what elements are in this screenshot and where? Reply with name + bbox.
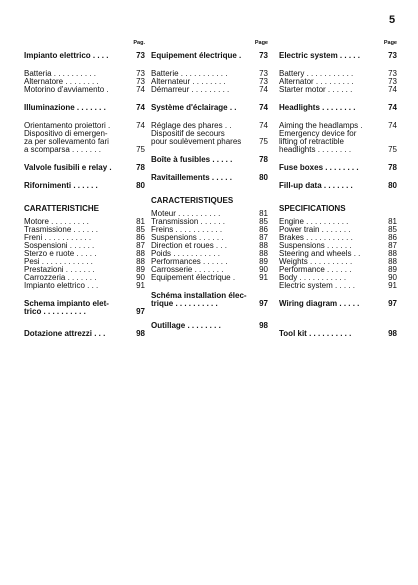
- toc-entry-page: 88: [136, 257, 145, 266]
- toc-entry-page: 91: [259, 273, 268, 282]
- toc-entry-title: Tool kit . . . . . . . . . .: [279, 330, 352, 338]
- toc-entry-page: 85: [388, 225, 397, 234]
- toc-entry-page: 74: [259, 103, 268, 112]
- toc-entry-page: 80: [388, 181, 397, 190]
- toc-entry-title: Fuse boxes . . . . . . . .: [279, 164, 359, 172]
- toc-entry-page: 90: [388, 273, 397, 282]
- toc-entry-page: 73: [388, 69, 397, 78]
- toc-entry-page: 88: [136, 249, 145, 258]
- toc-entry-title: Weights . . . . . . . . . .: [279, 258, 353, 266]
- toc-entry-title: Electric system . . . . .: [279, 282, 356, 290]
- toc-entry-page: 88: [388, 257, 397, 266]
- toc-entry[interactable]: [151, 218, 268, 226]
- toc-entry[interactable]: [24, 146, 145, 154]
- toc-entry-title: Freins . . . . . . . . . . .: [151, 226, 223, 234]
- toc-entry-title: Dotazione attrezzi . . .: [24, 330, 106, 338]
- toc-entry-title: Batterie . . . . . . . . . . .: [151, 70, 228, 78]
- toc-entry[interactable]: [24, 52, 145, 60]
- toc-entry-page: 73: [136, 51, 145, 60]
- toc-entry-page: 89: [388, 265, 397, 274]
- toc-entry-title: Body . . . . . . . . . . .: [279, 274, 347, 282]
- toc-entry-title: Brakes . . . . . . . . . . .: [279, 234, 353, 242]
- toc-entry-title: Orientamento proiettori .: [24, 122, 111, 130]
- toc-entry[interactable]: [279, 282, 397, 290]
- toc-entry[interactable]: [151, 138, 268, 146]
- toc-entry[interactable]: [24, 104, 145, 112]
- toc-entry-page: 89: [259, 257, 268, 266]
- toc-entry-title: Trasmissione . . . . . .: [24, 226, 98, 234]
- toc-entry[interactable]: [151, 122, 268, 130]
- wiring-line-2: [24, 308, 145, 316]
- toc-entry-page: 81: [259, 209, 268, 218]
- toc-entry-page: 74: [136, 121, 145, 130]
- toc-entry[interactable]: [279, 130, 397, 138]
- toc-entry-page: 73: [388, 51, 397, 60]
- toc-entry-title: Carrosserie . . . . . . .: [151, 266, 224, 274]
- toc-entry[interactable]: [24, 182, 145, 190]
- toc-entry-page: 75: [136, 145, 145, 154]
- toc-entry-page: 81: [388, 217, 397, 226]
- toc-entry-title: Impianto elettrico . . .: [24, 282, 99, 290]
- toc-entry-title: Freni . . . . . . . . . . .: [24, 234, 92, 242]
- toc-entry-title: pour soulèvement phares: [151, 138, 242, 146]
- toc-entry[interactable]: [24, 138, 145, 146]
- toc-entry[interactable]: [24, 122, 145, 130]
- toc-entry-title: Starter motor . . . . . .: [279, 86, 353, 94]
- toc-entry[interactable]: [279, 104, 397, 112]
- toc-entry[interactable]: [24, 266, 145, 274]
- toc-entry-page: 87: [136, 241, 145, 250]
- toc-entry[interactable]: [151, 250, 268, 258]
- toc-entry-title: Poids . . . . . . . . . . .: [151, 250, 220, 258]
- page-header-row: [24, 40, 145, 52]
- toc-entry-title: Impianto elettrico . . . .: [24, 52, 109, 60]
- wiring-line-1: [279, 300, 397, 308]
- toc-entry-page: 74: [388, 121, 397, 130]
- toc-entry-title: Prestazioni . . . . . . .: [24, 266, 95, 274]
- toc-entry[interactable]: [24, 70, 145, 78]
- toc-entry-page: 88: [259, 241, 268, 250]
- section-title: CARACTERISTIQUES: [151, 196, 234, 205]
- toc-entry[interactable]: [279, 122, 397, 130]
- toc-entry[interactable]: [279, 242, 397, 250]
- toc-entry-page: 86: [388, 233, 397, 242]
- toc-entry-page: 85: [259, 217, 268, 226]
- toc-entry[interactable]: [24, 130, 145, 138]
- toc-entry-page: 74: [136, 103, 145, 112]
- toc-entry-title: Battery . . . . . . . . . . .: [279, 70, 354, 78]
- toc-entry[interactable]: [24, 78, 145, 86]
- toc-entry-page: 88: [259, 249, 268, 258]
- toc-entry-page: 98: [136, 329, 145, 338]
- toc-entry-title: Transmission . . . . . .: [151, 218, 225, 226]
- toc-entry-title: Alternateur . . . . . . . .: [151, 78, 226, 86]
- toc-entry-title: Wiring diagram . . . . .: [279, 299, 360, 308]
- toc-entry-title: Ravitaillements . . . . .: [151, 174, 232, 182]
- toc-entry[interactable]: [24, 242, 145, 250]
- toc-entry-title: Réglage des phares . .: [151, 122, 232, 130]
- toc-entry[interactable]: [24, 282, 145, 290]
- toc-entry-page: 90: [136, 273, 145, 282]
- toc-entry-title: Batteria . . . . . . . . . .: [24, 70, 97, 78]
- toc-entry-page: 86: [136, 233, 145, 242]
- toc-entry-page: 74: [388, 103, 397, 112]
- toc-entry-page: 80: [136, 181, 145, 190]
- toc-entry[interactable]: [151, 174, 268, 182]
- page-header-row: [151, 40, 268, 52]
- toc-entry-title: Système d'éclairage . .: [151, 104, 237, 112]
- toc-entry-title: Illuminazione . . . . . . .: [24, 104, 106, 112]
- toc-entry-page: 73: [136, 77, 145, 86]
- toc-entry[interactable]: [151, 274, 268, 282]
- toc-entry-page: 91: [388, 281, 397, 290]
- toc-entry-page: 86: [259, 225, 268, 234]
- toc-entry[interactable]: [24, 86, 145, 94]
- toc-entry-page: 89: [136, 265, 145, 274]
- page-column-header: Page: [254, 40, 268, 46]
- toc-entry-page: 80: [259, 173, 268, 182]
- toc-column-italian: [24, 40, 145, 338]
- toc-entry-title: Moteur . . . . . . . . . .: [151, 210, 221, 218]
- toc-entry-title: Direction et roues . . .: [151, 242, 228, 250]
- section-title: SPECIFICATIONS: [279, 204, 346, 213]
- toc-entry-title: Schema impianto elet-: [24, 299, 109, 308]
- toc-entry[interactable]: [151, 226, 268, 234]
- toc-entry-page: 97: [259, 299, 268, 308]
- toc-entry[interactable]: [151, 242, 268, 250]
- page-header-row: [279, 40, 397, 52]
- toc-entry-page: 74: [136, 85, 145, 94]
- toc-entry-title: Dispositif de secours: [151, 130, 225, 138]
- toc-entry[interactable]: [279, 70, 397, 78]
- toc-entry-title: Outillage . . . . . . . .: [151, 322, 221, 330]
- tool-kit-entry[interactable]: [24, 330, 145, 338]
- toc-entry[interactable]: [279, 164, 397, 172]
- toc-entry-title: Electric system . . . . .: [279, 52, 360, 60]
- toc-entry[interactable]: [151, 86, 268, 94]
- toc-entry[interactable]: [151, 258, 268, 266]
- toc-entry-page: 73: [259, 51, 268, 60]
- toc-entry[interactable]: [279, 218, 397, 226]
- toc-entry-page: 87: [388, 241, 397, 250]
- toc-entry[interactable]: [279, 226, 397, 234]
- toc-entry-title: Steering and wheels . .: [279, 250, 361, 258]
- toc-entry-title: Démarreur . . . . . . . . .: [151, 86, 230, 94]
- toc-entry[interactable]: [24, 258, 145, 266]
- toc-entry[interactable]: [279, 266, 397, 274]
- toc-entry[interactable]: [24, 218, 145, 226]
- toc-entry-title: trique . . . . . . . . . .: [151, 299, 218, 308]
- toc-entry-page: 91: [136, 281, 145, 290]
- section-title: CARATTERISTICHE: [24, 204, 99, 213]
- wiring-line-2: [151, 300, 268, 308]
- toc-entry-page: 90: [259, 265, 268, 274]
- toc-entry-page: 78: [388, 163, 397, 172]
- toc-entry-page: 78: [136, 163, 145, 172]
- toc-entry[interactable]: [24, 274, 145, 282]
- toc-entry-title: Emergency device for: [279, 130, 357, 138]
- toc-entry[interactable]: [151, 234, 268, 242]
- toc-entry-page: 98: [388, 329, 397, 338]
- toc-entry[interactable]: [151, 104, 268, 112]
- toc-entry[interactable]: [279, 274, 397, 282]
- toc-entry[interactable]: [279, 234, 397, 242]
- toc-entry-title: Suspensions . . . . . .: [279, 242, 352, 250]
- toc-entry-title: Équipement électrique .: [151, 274, 236, 282]
- toc-entry-title: Power train . . . . . . .: [279, 226, 351, 234]
- toc-entry[interactable]: [279, 86, 397, 94]
- toc-entry[interactable]: [24, 250, 145, 258]
- wiring-diagram-entry[interactable]: [151, 292, 268, 308]
- toc-entry[interactable]: [151, 70, 268, 78]
- toc-entry[interactable]: [151, 156, 268, 164]
- toc-entry-title: Performances . . . . . .: [151, 258, 228, 266]
- toc-entry[interactable]: [151, 210, 268, 218]
- toc-entry-title: Engine . . . . . . . . . .: [279, 218, 349, 226]
- toc-entry-page: 73: [136, 69, 145, 78]
- toc-entry-page: 74: [259, 121, 268, 130]
- toc-entry[interactable]: [151, 130, 268, 138]
- toc-entry[interactable]: [279, 52, 397, 60]
- tool-kit-entry[interactable]: [279, 330, 397, 338]
- toc-entry-title: Suspensions . . . . . .: [151, 234, 224, 242]
- toc-entry[interactable]: [24, 234, 145, 242]
- toc-entry-title: Rifornimenti . . . . . .: [24, 182, 98, 190]
- toc-entry[interactable]: [279, 78, 397, 86]
- toc-entry-title: Équipement électrique .: [151, 52, 242, 60]
- toc-entry-page: 74: [259, 85, 268, 94]
- page-column-header: Page: [383, 40, 397, 46]
- toc-entry-title: Performance . . . . . .: [279, 266, 352, 274]
- page-number: 5: [389, 14, 396, 26]
- toc-entry-title: Schéma installation élec-: [151, 291, 247, 300]
- toc-entry-title: Aiming the headlamps .: [279, 122, 363, 130]
- toc-entry-page: 73: [388, 77, 397, 86]
- toc-entry-title: Sterzo e ruote . . . . .: [24, 250, 97, 258]
- toc-entry-title: Alternatore . . . . . . . .: [24, 78, 99, 86]
- toc-entry-page: 78: [259, 155, 268, 164]
- toc-entry-page: 87: [259, 233, 268, 242]
- toc-entry-page: 74: [388, 85, 397, 94]
- toc-entry-title: Alternator . . . . . . . . .: [279, 78, 354, 86]
- toc-column-english: [279, 40, 397, 338]
- toc-entry[interactable]: [151, 52, 268, 60]
- toc-entry-page: 81: [136, 217, 145, 226]
- page-column-header: Pag.: [133, 40, 145, 46]
- toc-entry-page: 88: [388, 249, 397, 258]
- toc-entry-title: Boîte à fusibles . . . . .: [151, 156, 233, 164]
- toc-entry-title: Pesi . . . . . . . . . . . .: [24, 258, 93, 266]
- toc-entry-title: a scomparsa . . . . . . .: [24, 146, 101, 154]
- toc-entry-page: 75: [388, 145, 397, 154]
- toc-entry[interactable]: [279, 250, 397, 258]
- toc-entry-title: Motorino d'avviamento .: [24, 86, 109, 94]
- toc-entry-title: headlights . . . . . . . .: [279, 146, 352, 154]
- toc-entry-title: Motore . . . . . . . . .: [24, 218, 89, 226]
- toc-entry[interactable]: [279, 258, 397, 266]
- toc-entry[interactable]: [279, 146, 397, 154]
- wiring-diagram-entry[interactable]: [24, 300, 145, 316]
- toc-column-french: [151, 40, 268, 330]
- toc-entry-page: 98: [259, 321, 268, 330]
- tool-kit-entry[interactable]: [151, 322, 268, 330]
- toc-entry-page: 97: [388, 299, 397, 308]
- toc-entry-title: lifting of retractible: [279, 138, 344, 146]
- toc-entry-title: Sospensioni . . . . . .: [24, 242, 95, 250]
- toc-entry[interactable]: [24, 164, 145, 172]
- toc-entry[interactable]: [151, 78, 268, 86]
- toc-entry-title: Headlights . . . . . . . .: [279, 104, 356, 112]
- toc-entry-page: 85: [136, 225, 145, 234]
- toc-entry-title: Fill-up data . . . . . . .: [279, 182, 353, 190]
- toc-entry-title: trico . . . . . . . . . .: [24, 307, 86, 316]
- toc-entry-page: 75: [259, 137, 268, 146]
- toc-entry-page: 73: [259, 77, 268, 86]
- toc-entry[interactable]: [279, 182, 397, 190]
- toc-entry[interactable]: [279, 138, 397, 146]
- toc-entry-title: Valvole fusibili e relay .: [24, 164, 112, 172]
- toc-entry-page: 97: [136, 307, 145, 316]
- toc-entry-title: Carrozzeria . . . . . . .: [24, 274, 97, 282]
- wiring-diagram-entry[interactable]: [279, 300, 397, 308]
- toc-entry-page: 73: [259, 69, 268, 78]
- toc-entry[interactable]: [151, 266, 268, 274]
- toc-entry[interactable]: [24, 226, 145, 234]
- toc-entry-title: za per sollevamento fari: [24, 138, 109, 146]
- toc-entry-title: Dispositivo di emergen-: [24, 130, 108, 138]
